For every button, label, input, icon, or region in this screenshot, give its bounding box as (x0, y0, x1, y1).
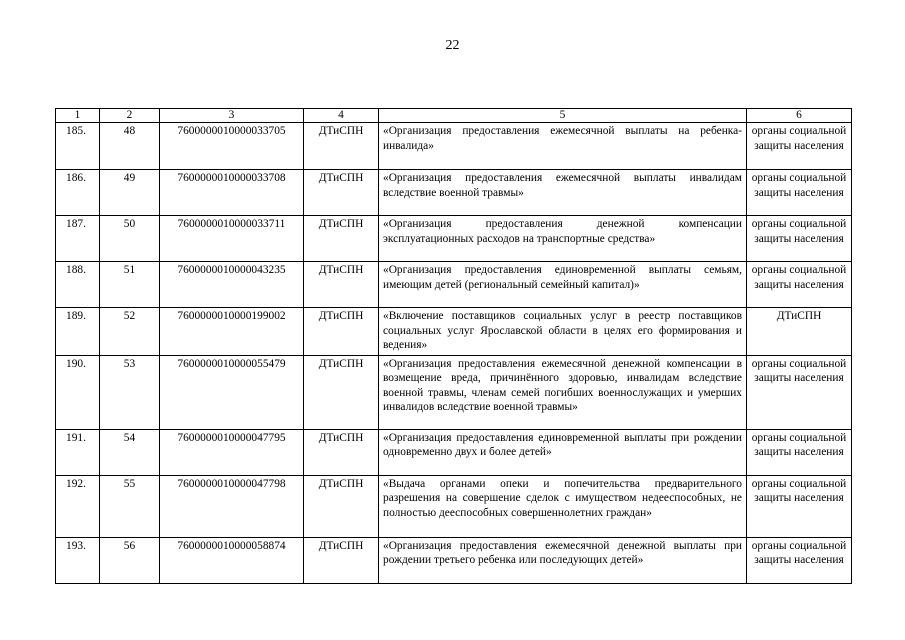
row-number: 190. (56, 355, 100, 429)
service-name: «Организация предоставления единовременной выплаты при рождении одновременно двух и более детей» (379, 429, 747, 475)
service-name: «Включение поставщиков социальных услуг в реестр поставщиков социальных услуг Ярославской области в целях его формирования и ведения» (379, 308, 747, 356)
table-row (56, 123, 852, 170)
table-row (56, 429, 852, 475)
responsible-department: ДТиСПН (304, 429, 379, 475)
service-code: 7600000010000047795 (160, 429, 304, 475)
provider-organization: органы социальной защиты населения (747, 216, 852, 262)
row-subnumber: 51 (100, 262, 160, 308)
service-name: «Организация предоставления ежемесячной денежной выплаты при рождении третьего ребенка или последующих детей» (379, 537, 747, 583)
row-subnumber: 53 (100, 355, 160, 429)
row-subnumber: 55 (100, 475, 160, 537)
provider-organization: органы социальной защиты населения (747, 355, 852, 429)
row-number: 192. (56, 475, 100, 537)
service-code: 7600000010000047798 (160, 475, 304, 537)
provider-organization: органы социальной защиты населения (747, 123, 852, 170)
service-code: 7600000010000033708 (160, 170, 304, 216)
provider-organization: органы социальной защиты населения (747, 170, 852, 216)
column-header: 5 (379, 109, 747, 123)
provider-organization: органы социальной защиты населения (747, 429, 852, 475)
row-number: 189. (56, 308, 100, 356)
column-header: 6 (747, 109, 852, 123)
service-name: «Выдача органами опеки и попечительства предварительного разрешения на совершение сделок с имуществом недееспособных, не полностью дееспособных совершеннолетних граждан» (379, 475, 747, 537)
table-row (56, 308, 852, 356)
service-code: 7600000010000043235 (160, 262, 304, 308)
row-subnumber: 52 (100, 308, 160, 356)
service-code: 7600000010000055479 (160, 355, 304, 429)
table-row (56, 262, 852, 308)
responsible-department: ДТиСПН (304, 123, 379, 170)
service-name: «Организация предоставления ежемесячной выплаты инвалидам вследствие военной травмы» (379, 170, 747, 216)
service-code: 7600000010000033705 (160, 123, 304, 170)
responsible-department: ДТиСПН (304, 262, 379, 308)
responsible-department: ДТиСПН (304, 537, 379, 583)
row-subnumber: 48 (100, 123, 160, 170)
responsible-department: ДТиСПН (304, 170, 379, 216)
provider-organization: органы социальной защиты населения (747, 475, 852, 537)
responsible-department: ДТиСПН (304, 308, 379, 356)
table-row (56, 537, 852, 583)
column-header: 3 (160, 109, 304, 123)
service-name: «Организация предоставления ежемесячной выплаты на ребенка-инвалида» (379, 123, 747, 170)
services-registry-table (55, 108, 852, 584)
table-row (56, 475, 852, 537)
row-number: 187. (56, 216, 100, 262)
service-name: «Организация предоставления денежной компенсации эксплуатационных расходов на транспортные средства» (379, 216, 747, 262)
column-header: 4 (304, 109, 379, 123)
provider-organization: ДТиСПН (747, 308, 852, 356)
service-code: 7600000010000033711 (160, 216, 304, 262)
page-number: 22 (445, 38, 460, 53)
column-header: 2 (100, 109, 160, 123)
table-row (56, 216, 852, 262)
service-code: 7600000010000199002 (160, 308, 304, 356)
row-number: 186. (56, 170, 100, 216)
row-subnumber: 50 (100, 216, 160, 262)
row-number: 185. (56, 123, 100, 170)
service-name: «Организация предоставления ежемесячной денежной компенсации в возмещение вреда, причинённого здоровью, инвалидам вследствие военной травмы, членам семей погибших военнослужащих и умерших инвалидов вследствие военной травмы» (379, 355, 747, 429)
responsible-department: ДТиСПН (304, 216, 379, 262)
row-subnumber: 49 (100, 170, 160, 216)
row-number: 188. (56, 262, 100, 308)
row-number: 193. (56, 537, 100, 583)
provider-organization: органы социальной защиты населения (747, 262, 852, 308)
row-subnumber: 54 (100, 429, 160, 475)
responsible-department: ДТиСПН (304, 355, 379, 429)
service-name: «Организация предоставления единовременной выплаты семьям, имеющим детей (региональный семейный капитал)» (379, 262, 747, 308)
responsible-department: ДТиСПН (304, 475, 379, 537)
table-row (56, 355, 852, 429)
service-code: 7600000010000058874 (160, 537, 304, 583)
row-subnumber: 56 (100, 537, 160, 583)
row-number: 191. (56, 429, 100, 475)
table-row (56, 170, 852, 216)
table-header-row (56, 109, 852, 123)
provider-organization: органы социальной защиты населения (747, 537, 852, 583)
column-header: 1 (56, 109, 100, 123)
